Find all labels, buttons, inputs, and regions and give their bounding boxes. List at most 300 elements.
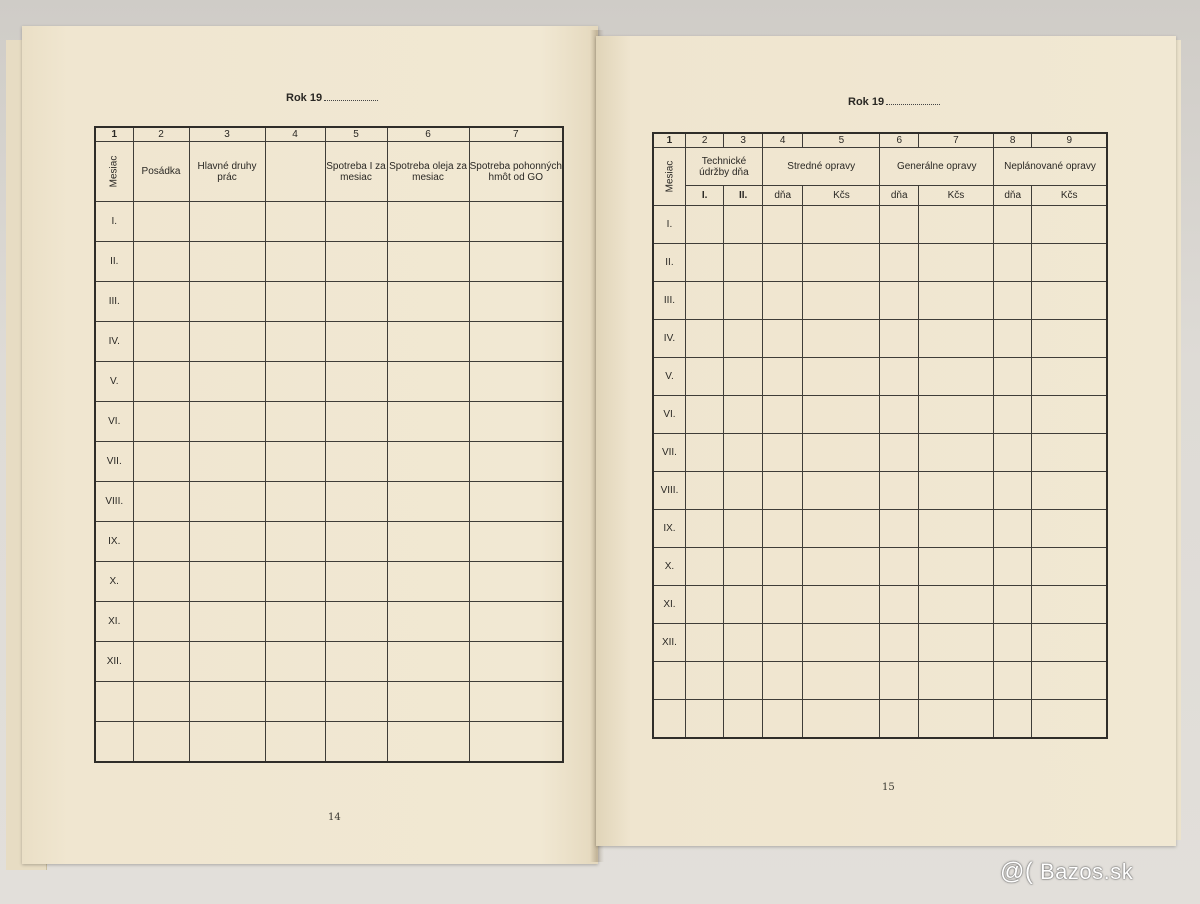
entry-cell [387, 282, 469, 322]
table-row [95, 562, 563, 602]
column-number-row [95, 127, 563, 142]
entry-cell [1032, 700, 1107, 738]
entry-cell [387, 522, 469, 562]
entry-cell [880, 510, 919, 548]
entry-cell [724, 472, 763, 510]
month-label: I. [95, 202, 133, 242]
spotreba-header: Spotreba I za mesiac [325, 142, 387, 202]
table-row [95, 322, 563, 362]
month-label [653, 700, 685, 738]
entry-cell [803, 586, 880, 624]
entry-cell [387, 442, 469, 482]
technicke-udrzby-header: Technické údržby dňa [685, 148, 762, 186]
entry-cell [387, 402, 469, 442]
spotreba-oleja-header: Spotreba oleja za mesiac [387, 142, 469, 202]
entry-cell [918, 206, 993, 244]
entry-cell [325, 362, 387, 402]
colnum: 1 [653, 133, 685, 148]
entry-cell [189, 562, 265, 602]
entry-cell [918, 548, 993, 586]
table-row [653, 624, 1107, 662]
month-label: I. [653, 206, 685, 244]
entry-cell [918, 434, 993, 472]
entry-cell [1032, 434, 1107, 472]
entry-cell [918, 700, 993, 738]
entry-cell [724, 434, 763, 472]
entry-cell [469, 682, 563, 722]
table-row [95, 682, 563, 722]
entry-cell [189, 522, 265, 562]
entry-cell [325, 682, 387, 722]
left-form-table [94, 126, 564, 763]
left-page [22, 26, 598, 864]
entry-cell [993, 472, 1032, 510]
entry-cell [325, 242, 387, 282]
entry-cell [880, 358, 919, 396]
entry-cell [918, 624, 993, 662]
entry-cell [724, 662, 763, 700]
entry-cell [685, 700, 724, 738]
entry-cell [1032, 548, 1107, 586]
entry-cell [762, 548, 803, 586]
entry-cell [918, 358, 993, 396]
entry-cell [1032, 510, 1107, 548]
entry-cell [993, 358, 1032, 396]
month-label: VII. [653, 434, 685, 472]
dna-header: dňa [880, 186, 919, 206]
entry-cell [803, 358, 880, 396]
table-row [653, 510, 1107, 548]
entry-cell [469, 322, 563, 362]
entry-cell [387, 242, 469, 282]
entry-cell [133, 402, 189, 442]
month-label: IV. [95, 322, 133, 362]
entry-cell [387, 482, 469, 522]
entry-cell [724, 320, 763, 358]
left-year-label: Rok 19 [286, 92, 378, 104]
entry-cell [685, 320, 724, 358]
mesiac-header: Mesiac [653, 148, 685, 206]
entry-cell [762, 472, 803, 510]
entry-cell [993, 624, 1032, 662]
colnum: 4 [762, 133, 803, 148]
entry-cell [880, 320, 919, 358]
table-row [653, 434, 1107, 472]
table-row [653, 244, 1107, 282]
entry-cell [880, 662, 919, 700]
entry-cell [685, 662, 724, 700]
entry-cell [325, 282, 387, 322]
entry-cell [469, 602, 563, 642]
entry-cell [133, 202, 189, 242]
entry-cell [387, 682, 469, 722]
table-row [653, 320, 1107, 358]
entry-cell [325, 442, 387, 482]
entry-cell [1032, 624, 1107, 662]
right-page-number: 15 [882, 782, 895, 793]
entry-cell [189, 322, 265, 362]
entry-cell [993, 548, 1032, 586]
month-label: VII. [95, 442, 133, 482]
entry-cell [325, 402, 387, 442]
table-row [95, 362, 563, 402]
entry-cell [762, 510, 803, 548]
month-label: XII. [653, 624, 685, 662]
entry-cell [685, 358, 724, 396]
entry-cell [685, 624, 724, 662]
entry-cell [325, 722, 387, 762]
entry-cell [993, 396, 1032, 434]
entry-cell [724, 396, 763, 434]
entry-cell [993, 510, 1032, 548]
colnum: 7 [469, 127, 563, 142]
entry-cell [724, 282, 763, 320]
entry-cell [265, 242, 325, 282]
entry-cell [762, 358, 803, 396]
hlavne-druhy-header: Hlavné druhy prác [189, 142, 265, 202]
entry-cell [724, 358, 763, 396]
entry-cell [189, 722, 265, 762]
colnum: 6 [880, 133, 919, 148]
entry-cell [762, 434, 803, 472]
entry-cell [1032, 662, 1107, 700]
month-label: VI. [653, 396, 685, 434]
entry-cell [387, 722, 469, 762]
month-label: VIII. [653, 472, 685, 510]
entry-cell [880, 624, 919, 662]
entry-cell [724, 624, 763, 662]
colnum: 9 [1032, 133, 1107, 148]
colnum: 3 [189, 127, 265, 142]
entry-cell [803, 282, 880, 320]
entry-cell [803, 510, 880, 548]
tech-ii-header: II. [724, 186, 763, 206]
entry-cell [133, 642, 189, 682]
entry-cell [1032, 206, 1107, 244]
entry-cell [762, 662, 803, 700]
right-form-table [652, 132, 1108, 739]
entry-cell [469, 362, 563, 402]
table-row [653, 396, 1107, 434]
entry-cell [265, 282, 325, 322]
mesiac-header: Mesiac [95, 142, 133, 202]
entry-cell [880, 244, 919, 282]
entry-cell [762, 396, 803, 434]
month-label: II. [653, 244, 685, 282]
month-label [653, 662, 685, 700]
entry-cell [803, 472, 880, 510]
entry-cell [803, 320, 880, 358]
entry-cell [133, 242, 189, 282]
entry-cell [762, 624, 803, 662]
entry-cell [880, 472, 919, 510]
entry-cell [387, 602, 469, 642]
entry-cell [189, 482, 265, 522]
entry-cell [993, 700, 1032, 738]
entry-cell [762, 586, 803, 624]
table-row [653, 282, 1107, 320]
entry-cell [325, 642, 387, 682]
entry-cell [880, 548, 919, 586]
table-row [95, 522, 563, 562]
entry-cell [685, 206, 724, 244]
entry-cell [993, 662, 1032, 700]
month-label: III. [653, 282, 685, 320]
entry-cell [880, 282, 919, 320]
table-row [653, 472, 1107, 510]
entry-cell [265, 602, 325, 642]
posadka-header: Posádka [133, 142, 189, 202]
month-label: V. [653, 358, 685, 396]
colnum: 8 [993, 133, 1032, 148]
entry-cell [1032, 396, 1107, 434]
entry-cell [189, 282, 265, 322]
month-label: IV. [653, 320, 685, 358]
entry-cell [880, 586, 919, 624]
entry-cell [133, 482, 189, 522]
entry-cell [189, 242, 265, 282]
entry-cell [325, 202, 387, 242]
colnum: 2 [685, 133, 724, 148]
table-row [95, 442, 563, 482]
entry-cell [469, 402, 563, 442]
table-row [653, 358, 1107, 396]
kcs-header: Kčs [803, 186, 880, 206]
entry-cell [189, 642, 265, 682]
entry-cell [1032, 358, 1107, 396]
stredne-opravy-header: Stredné opravy [762, 148, 880, 186]
entry-cell [803, 624, 880, 662]
entry-cell [133, 522, 189, 562]
entry-cell [265, 322, 325, 362]
entry-cell [387, 562, 469, 602]
entry-cell [133, 442, 189, 482]
entry-cell [133, 722, 189, 762]
entry-cell [325, 322, 387, 362]
entry-cell [265, 442, 325, 482]
dna-header: dňa [762, 186, 803, 206]
entry-cell [265, 562, 325, 602]
entry-cell [189, 362, 265, 402]
entry-cell [685, 510, 724, 548]
colnum: 6 [387, 127, 469, 142]
entry-cell [880, 434, 919, 472]
entry-cell [265, 642, 325, 682]
entry-cell [685, 586, 724, 624]
table-row [95, 282, 563, 322]
entry-cell [993, 244, 1032, 282]
entry-cell [133, 362, 189, 402]
entry-cell [803, 548, 880, 586]
entry-cell [803, 662, 880, 700]
entry-cell [918, 282, 993, 320]
entry-cell [993, 206, 1032, 244]
entry-cell [724, 548, 763, 586]
month-label: II. [95, 242, 133, 282]
month-label: V. [95, 362, 133, 402]
month-label: XI. [95, 602, 133, 642]
month-label: IX. [95, 522, 133, 562]
entry-cell [133, 682, 189, 722]
entry-cell [685, 282, 724, 320]
tech-i-header: I. [685, 186, 724, 206]
right-year-label: Rok 19 [848, 96, 940, 108]
entry-cell [387, 362, 469, 402]
right-page [596, 36, 1176, 846]
entry-cell [685, 396, 724, 434]
table-row [95, 402, 563, 442]
entry-cell [1032, 472, 1107, 510]
entry-cell [325, 482, 387, 522]
blank-header [265, 142, 325, 202]
entry-cell [1032, 244, 1107, 282]
entry-cell [265, 482, 325, 522]
colnum: 7 [918, 133, 993, 148]
entry-cell [469, 642, 563, 682]
entry-cell [803, 396, 880, 434]
entry-cell [762, 206, 803, 244]
entry-cell [918, 396, 993, 434]
entry-cell [993, 282, 1032, 320]
entry-cell [993, 320, 1032, 358]
entry-cell [387, 642, 469, 682]
table-row [653, 700, 1107, 738]
table-row [653, 206, 1107, 244]
entry-cell [189, 602, 265, 642]
dna-header: dňa [993, 186, 1032, 206]
entry-cell [469, 242, 563, 282]
entry-cell [133, 322, 189, 362]
table-row [95, 482, 563, 522]
table-row [653, 662, 1107, 700]
entry-cell [762, 282, 803, 320]
entry-cell [803, 434, 880, 472]
entry-cell [685, 434, 724, 472]
entry-cell [918, 244, 993, 282]
table-row [653, 586, 1107, 624]
month-label: X. [95, 562, 133, 602]
entry-cell [918, 320, 993, 358]
kcs-header: Kčs [918, 186, 993, 206]
entry-cell [325, 602, 387, 642]
month-label: XI. [653, 586, 685, 624]
entry-cell [189, 202, 265, 242]
header-row-sub [653, 186, 1107, 206]
colnum: 5 [803, 133, 880, 148]
month-label [95, 722, 133, 762]
entry-cell [325, 522, 387, 562]
entry-cell [133, 602, 189, 642]
month-label: IX. [653, 510, 685, 548]
entry-cell [265, 362, 325, 402]
entry-cell [469, 282, 563, 322]
entry-cell [387, 322, 469, 362]
entry-cell [685, 472, 724, 510]
entry-cell [325, 562, 387, 602]
entry-cell [724, 586, 763, 624]
table-row [95, 242, 563, 282]
table-row [653, 548, 1107, 586]
entry-cell [265, 722, 325, 762]
entry-cell [803, 206, 880, 244]
entry-cell [387, 202, 469, 242]
entry-cell [469, 482, 563, 522]
column-number-row [653, 133, 1107, 148]
entry-cell [685, 244, 724, 282]
entry-cell [1032, 282, 1107, 320]
table-row [95, 642, 563, 682]
colnum: 5 [325, 127, 387, 142]
colnum: 1 [95, 127, 133, 142]
entry-cell [265, 202, 325, 242]
entry-cell [265, 402, 325, 442]
table-row [95, 722, 563, 762]
entry-cell [469, 202, 563, 242]
spotreba-pohonnych-header: Spotreba pohonných hmôt od GO [469, 142, 563, 202]
entry-cell [993, 586, 1032, 624]
entry-cell [803, 244, 880, 282]
month-label: III. [95, 282, 133, 322]
entry-cell [265, 682, 325, 722]
colnum: 3 [724, 133, 763, 148]
month-label [95, 682, 133, 722]
entry-cell [685, 548, 724, 586]
entry-cell [724, 700, 763, 738]
table-row [95, 602, 563, 642]
entry-cell [1032, 320, 1107, 358]
month-label: X. [653, 548, 685, 586]
kcs-header: Kčs [1032, 186, 1107, 206]
bazos-watermark: @( Bazos.sk [1000, 858, 1134, 885]
neplanovane-opravy-header: Neplánované opravy [993, 148, 1107, 186]
entry-cell [880, 206, 919, 244]
entry-cell [918, 662, 993, 700]
generalne-opravy-header: Generálne opravy [880, 148, 993, 186]
colnum: 2 [133, 127, 189, 142]
entry-cell [880, 700, 919, 738]
entry-cell [469, 722, 563, 762]
entry-cell [133, 562, 189, 602]
entry-cell [469, 562, 563, 602]
entry-cell [724, 244, 763, 282]
month-label: VIII. [95, 482, 133, 522]
entry-cell [724, 206, 763, 244]
entry-cell [265, 522, 325, 562]
entry-cell [1032, 586, 1107, 624]
entry-cell [762, 244, 803, 282]
entry-cell [724, 510, 763, 548]
table-row [95, 202, 563, 242]
entry-cell [189, 402, 265, 442]
entry-cell [918, 586, 993, 624]
entry-cell [918, 472, 993, 510]
entry-cell [803, 700, 880, 738]
month-label: VI. [95, 402, 133, 442]
entry-cell [918, 510, 993, 548]
left-page-number: 14 [328, 812, 341, 823]
header-row-top [653, 148, 1107, 186]
entry-cell [880, 396, 919, 434]
entry-cell [762, 700, 803, 738]
entry-cell [762, 320, 803, 358]
month-label: XII. [95, 642, 133, 682]
entry-cell [133, 282, 189, 322]
colnum: 4 [265, 127, 325, 142]
entry-cell [189, 682, 265, 722]
entry-cell [993, 434, 1032, 472]
entry-cell [469, 442, 563, 482]
entry-cell [189, 442, 265, 482]
